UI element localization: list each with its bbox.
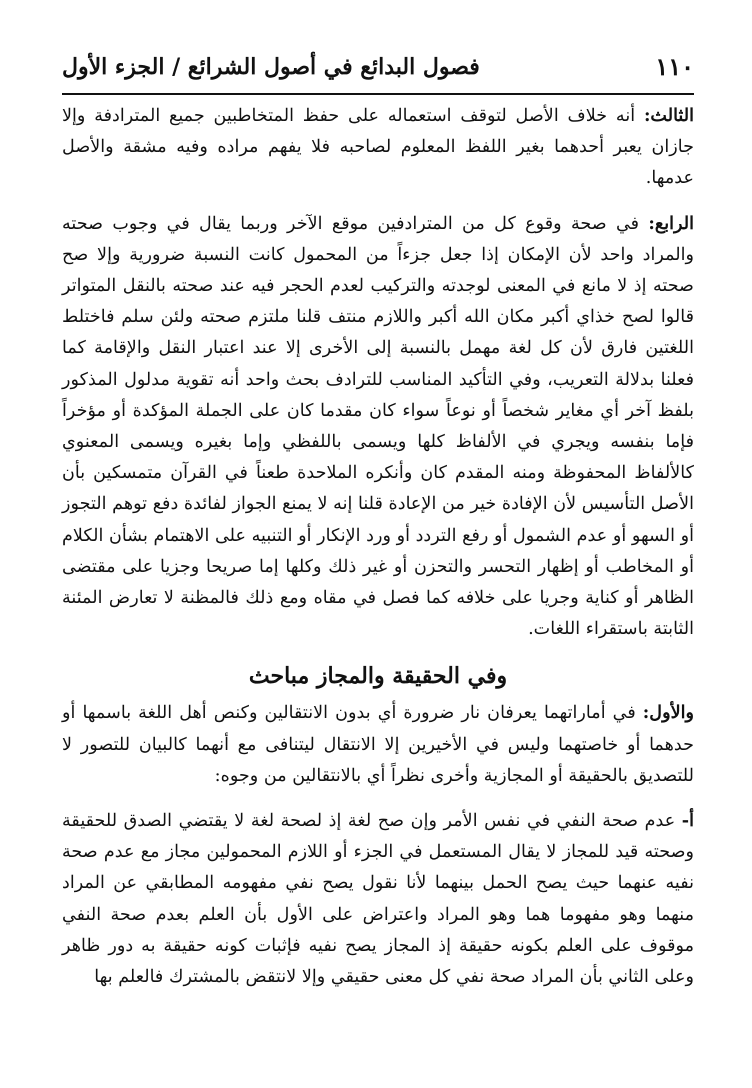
page-body [62,100,694,993]
paragraph-lead: أ- [681,810,694,832]
header-divider [62,93,694,95]
paragraph-text: عدم صحة النفي في نفس الأمر وإن صح لغة إذ لصحة لغة لا يقتضي الصدق للحقيقة وصحته قيد للمجاز لا يقال المستعمل في الجزء أو اللازم المحمولين مجاز مع عدم صحة نفيه عنهما حيث يصح الحمل بينهما لأنا نقول يصح نفي مفهومه المطابقي عن المراد منهما وهو مفهوما هما وهو المراد واعتراض على الأول بأن العلم بعدم صحة النفي موقوف على العلم بكونه حقيقة إذ المجاز يصح نفيه فإثبات كونه حقيقة به دور ظاهر وعلى الثاني بأن المراد صحة نفي كل معنى حقيقي وإلا لانتقض بالمشترك فالعلم بها [62,811,694,988]
paragraph-fourth [62,208,694,646]
page-number: ١١٠ [655,52,694,81]
paragraph-third [62,100,694,195]
paragraph-first [62,697,694,792]
book-title: فصول البدائع في أصول الشرائع / الجزء الأول [62,53,480,80]
paragraph-text: أنه خلاف الأصل لتوقف استعماله على حفظ المتخاطبين جميع المترادفة وإلا جازان يعبر أحدهما بغير اللفظ المعلوم لصاحبه فلا يفهم مراده وفيه مشقة والأصل عدمها. [62,106,694,189]
paragraph-lead: والأول: [642,702,694,724]
paragraph-lead: الثالث: [643,105,694,126]
section-heading: وفي الحقيقة والمجاز مباحث [248,663,508,690]
running-header [62,52,694,81]
paragraph-text: في أماراتهما يعرفان نار ضرورة أي بدون الانتقالين وكنص أهل اللغة باسمها أو حدهما أو خاصتهما وليس في الأخيرين إلا الانتقال ليتنافى مع أنهما كالبيان للتصور لا للتصديق بالحقيقة أو المجازية وأخرى نظراً أي بالانتقالين من وجوه: [62,703,694,786]
paragraph-lead: الرابع: [648,212,694,234]
paragraph-alif [62,805,694,993]
paragraph-text: في صحة وقوع كل من المترادفين موقع الآخر وربما يقال في وجوب صحته والمراد واحد لأن الإمكان إذا جعل جزءاً من المحمول كانت النسبة ضرورية وإلا صح صحته إذ لا مانع في المعنى لوجدته والتركيب لعدم الحجر فيه عند صحته بالنقل المتواتر قالوا لصح خذاي أكبر مكان الله أكبر واللازم منتف قلنا ملتزم صحته ولئن سلم فاختلط اللغتين فارق لأن كل لغة مهمل بالنسبة إلى الأخرى إلا عند اعتبار النقل والإقامة كما فعلنا بدلالة التعريب، وفي التأكيد المناسب للترادف بحث واحد أنه تقوية مدلول المذكور بلفظ آخر أي مغاير شخصاً أو نوعاً سواء كان مقدما كان على الجملة المؤكدة أو مؤخراً فإما بنفسه ويجري في الألفاظ كلها ويسمى باللفظي وإما بغيره ويسمى المعنوي كالألفاظ المحفوظة ومنه المقدم كان وأنكره الملاحدة طعناً في القرآن متمسكين بأن الأصل التأسيس لأن الإفادة خير من الإعادة قلنا إنه لا يمنع الجواز لفائدة دفع توهم التجوز أو السهو أو عدم الشمول أو رفع التردد أو ورد الإنكار أو التنبيه على الاهتمام بشأن الكلام أو المخاطب أو إظهار التحسر والتحزن أو غير ذلك وكلها إما صريحا وجزيا على مقتضى الظاهر أو كناية وجريا على خلافه كما فصل في مقاه ومع ذلك فالمظنة لا تعارض المئنة الثابتة باستقراء اللغات. [62,213,694,640]
